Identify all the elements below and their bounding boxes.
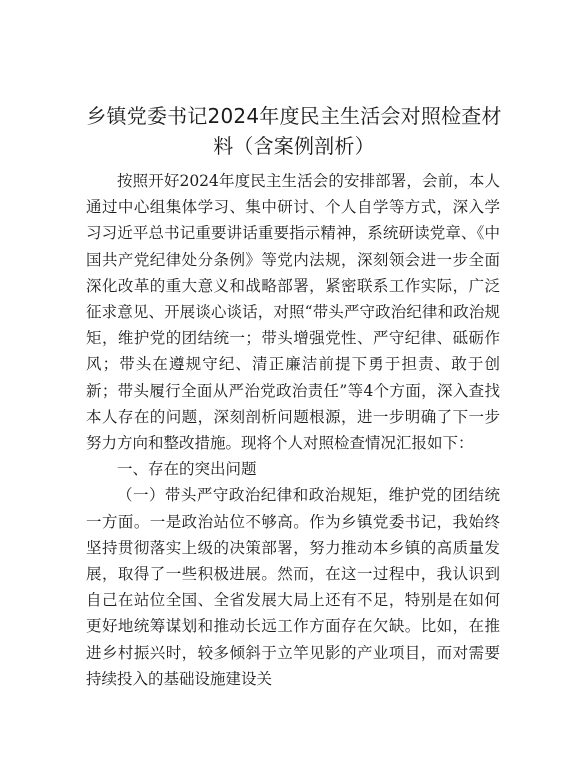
intro-paragraph: 按照开好2024年度民主生活会的安排部署，会前，本人通过中心组集体学习、集中研讨、个人自学等方式，深入学习习近平总书记重要讲话重要指示精神，系统研读党章、《中国共产党纪律处分条例》等党内法规，深刻领会进一步全面深化改革的重大意义和战略部署，紧密联系工作实际，广泛征求意见、开展谈心谈话，对照“带头严守政治纪律和政治规矩，维护党的团结统一；带头增强党性、严守纪律、砥砺作风；带头在遵规守纪、清正廉洁前提下勇于担责、敢于创新；带头履行全面从严治党政治责任”等4个方面，深入查找本人存在的问题，深刻剖析问题根源，进一步明确了下一步努力方向和整改措施。现将个人对照检查情况汇报如下： bbox=[86, 172, 500, 453]
document-body bbox=[86, 168, 500, 692]
section-heading: 一、存在的突出问题 bbox=[117, 460, 257, 479]
document-title: 乡镇党委书记2024年度民主生活会对照检查材料（含案例剖析） bbox=[86, 104, 502, 158]
subsection-paragraph: （一）带头严守政治纪律和政治规矩，维护党的团结统一方面。一是政治站位不够高。作为乡镇党委书记，我始终坚持贯彻落实上级的决策部署，努力推动本乡镇的高质量发展，取得了一些积极进展。然而，在这一过程中，我认识到自己在站位全国、全省发展大局上还有不足，特别是在如何更好地统筹谋划和推动长远工作方面存在欠缺。比如，在推进乡村振兴时，较多倾斜于立竿见影的产业项目，而对需要持续投入的基础设施建设关 bbox=[86, 486, 500, 688]
